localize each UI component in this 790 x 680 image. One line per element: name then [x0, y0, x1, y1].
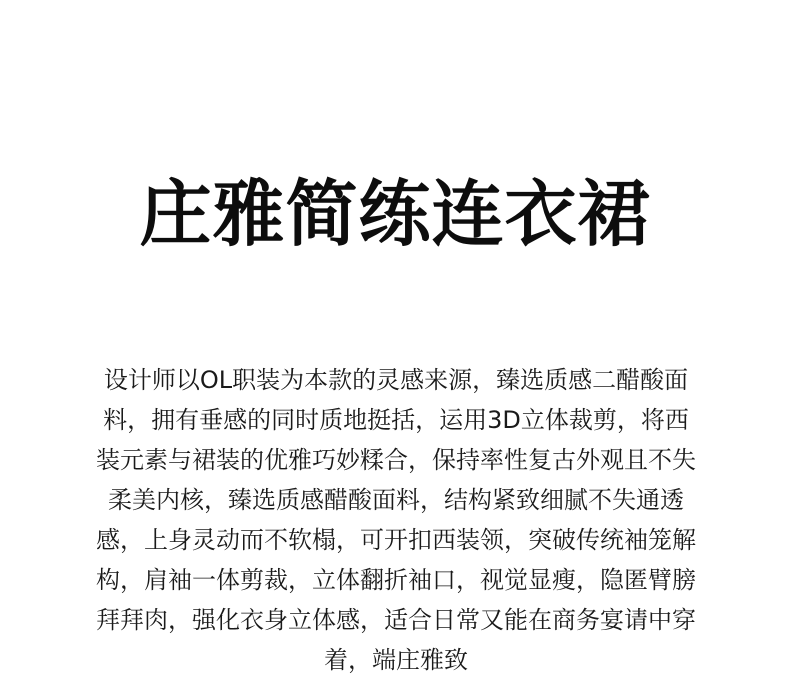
description-line: 着，端庄雅致 [324, 646, 468, 674]
product-description [76, 360, 716, 680]
description-line: 构，肩袖一体剪裁，立体翻折袖口，视觉显瘦，隐匿臂膀 [96, 566, 696, 594]
page-title: 庄雅简练连衣裙 [139, 172, 651, 256]
description-line: 感，上身灵动而不软榻，可开扣西装领，突破传统袖笼解 [96, 526, 696, 554]
description-line: 料，拥有垂感的同时质地挺括，运用3D立体裁剪，将西 [103, 406, 689, 434]
description-line: 装元素与裙装的优雅巧妙糅合，保持率性复古外观且不失 [96, 446, 696, 474]
description-line: 拜拜肉，强化衣身立体感，适合日常又能在商务宴请中穿 [96, 606, 696, 634]
description-line: 柔美内核，臻选质感醋酸面料，结构紧致细腻不失通透 [108, 486, 684, 514]
description-line: 设计师以OL职装为本款的灵感来源，臻选质感二醋酸面 [103, 366, 689, 394]
